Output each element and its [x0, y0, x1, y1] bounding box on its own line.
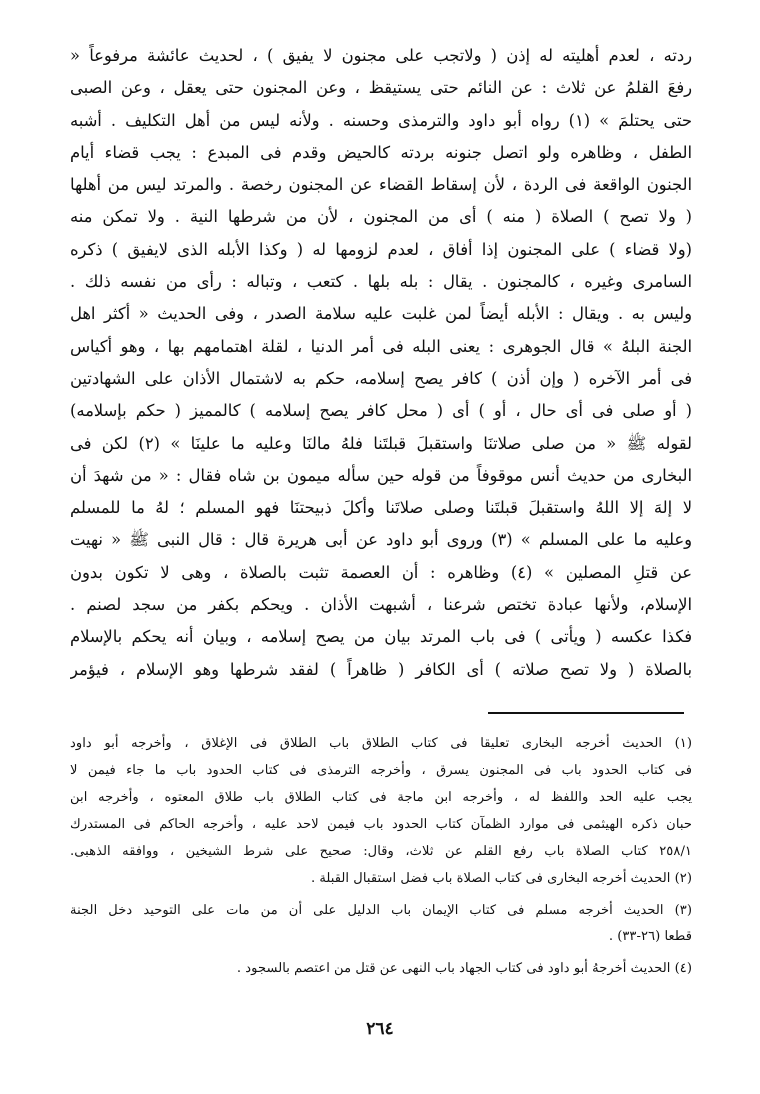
- main-text-line: فى أمر الآخره ( وإن أذن ) كافر يصح إسلامه، حكم به لاشتمال الأذان على الشهادتين: [70, 368, 692, 388]
- footnote-line: يجب عليه الحد واللفظ له ، وأخرجه ابن ماجة فى كتاب الطلاق باب طلاق المعتوه ، وأخرجه ابن: [70, 790, 692, 805]
- footnote-1: [70, 730, 692, 865]
- footnote-line: حبان ذكره الهيثمى فى موارد الظمآن كتاب الحدود باب فيمن لاحد عليه ، وأخرجه الحاكم فى المستدرك: [70, 817, 692, 832]
- main-text-line: عن قتلِ المصلين » (٤) وظاهره : أن العصمة تثبت بالصلاة ، وهى لا تكون بدون: [70, 562, 692, 582]
- main-text-line: وعليه ما على المسلم » (٣) وروى أبو داود عن أبى هريرة قال : قال النبى ﷺ « نهيت: [70, 530, 692, 550]
- footnote-divider: [488, 712, 684, 714]
- footnote-4: [70, 955, 692, 982]
- main-text-line: الجنة البلهُ » قال الجوهرى : يعنى البله فى أمر الدنيا ، لقلة اهتمامهم بها ، وهو أكياس: [70, 336, 692, 356]
- footnote-3: [70, 897, 692, 950]
- footnote-line: (٣) الحديث أخرجه مسلم فى كتاب الإيمان باب الدليل على أن من مات على التوحيد دخل الجنة: [70, 903, 692, 918]
- main-text-line: الإسلام، ولأنها عبادة تختص شرعنا ، أشبهت الأذان . ويحكم بكفر من سجد لصنم .: [70, 595, 692, 615]
- main-text-line: البخارى من حديث أنس موقوفاً من قوله حين سأله ميمون بن شاه فقال : « من شهدَ أن: [70, 465, 692, 485]
- page-number: ٢٦٤: [366, 1019, 394, 1039]
- main-text-line: لا إلهَ إلا اللهُ واستقبلَ قبلتَنا وصلى صلاتَنا وأكلَ ذبيحتنَا فهو المسلم ؛ لهُ ما للمسلم: [70, 498, 692, 518]
- footnote-line: قطعا (٢٦-٣٣) .: [608, 929, 692, 944]
- main-text-line: ( ولا تصح ) الصلاة ( منه ) أى من المجنون ، لأن من شرطها النية . ولا تمكن منه: [70, 207, 692, 227]
- main-text-line: حتى يحتلمَ » (١) رواه أبو داود والترمذى وحسنه . ولأنه ليس من أهل التكليف . أشبه: [70, 110, 692, 130]
- main-text-line: السامرى وغيره ، كالمجنون . يقال : بله بلها . كتعب ، وتباله : رأى من نفسه ذلك .: [70, 272, 692, 292]
- main-text-line: ردته ، لعدم أهليته له إذن ( ولاتجب على مجنون لا يفيق ) ، لحديث عائشة مرفوعاً «: [70, 46, 692, 65]
- main-text-line: بالصلاة ( ولا تصح صلاته ) أى الكافر ( ظاهراً ) لفقد شرطها وهو الإسلام ، فيؤمر: [70, 659, 692, 679]
- main-text-line: الطفل ، وظاهره ولو اتصل جنونه بردته كالحيض وقدم فى المبدع : يجب قضاء أيام: [70, 142, 692, 162]
- footnote-2: [70, 865, 692, 892]
- main-text-line: ( أو صلى فى أى حال ، أو ) أى ( محل كافر يصح إسلامه ) كالمميز ( حكم بإسلامه): [70, 401, 692, 421]
- main-text-line: فكذا عكسه ( ويأتى ) فى باب المرتد بيان من يصح إسلامه ، وبيان أنه يحكم بالإسلام: [70, 627, 692, 647]
- footnote-line: (٤) الحديث أخرجهُ أبو داود فى كتاب الجهاد باب النهى عن قتل من اعتصم بالسجود .: [236, 961, 692, 976]
- main-text-line: وليس به . ويقال : الأبله أيضاً لمن غلبت عليه سلامة الصدر ، وفى الحديث « أكثر اهل: [70, 304, 692, 324]
- main-text: [70, 40, 692, 686]
- main-text-line: رفعَ القلمُ عن ثلاث : عن النائم حتى يستيقظ ، وعن المجنون حتى يعقل ، وعن الصبى: [70, 78, 692, 98]
- main-text-line: الجنون الواقعة فى الردة ، لأن إسقاط القضاء عن المجنون رخصة . والمرتد ليس من أهلها: [70, 175, 692, 195]
- footnote-line: ٢٥٨/١ كتاب الصلاة باب رفع القلم عن ثلاث، وقال: صحيح على شرط الشيخين ، ووافقه الذهبى.: [70, 844, 692, 859]
- footnote-line: (٢) الحديث أخرجه البخارى فى كتاب الصلاة باب فضل استقبال القبلة .: [310, 871, 692, 886]
- footnote-line: فى كتاب الحدود باب فى المجنون يسرق ، وأخرجه الترمذى فى كتاب الحدود باب ما جاء فيمن لا: [70, 763, 692, 778]
- footnotes: [70, 730, 692, 982]
- footnote-line: (١) الحديث أخرجه البخارى تعليقا فى كتاب الطلاق باب الطلاق فى الإغلاق ، وأخرجه أبو داود: [70, 736, 692, 751]
- main-text-line: لقوله ﷺ « من صلى صلاتنَا واستقبلَ قبلتَنا فلهُ مالنَا وعليه ما علينَا » (٢) لكن فى: [70, 433, 692, 453]
- main-text-line: (ولا قضاء ) على المجنون إذا أفاق ، لعدم لزومها له ( وكذا الأبله الذى لايفيق ) ذكره: [70, 239, 692, 259]
